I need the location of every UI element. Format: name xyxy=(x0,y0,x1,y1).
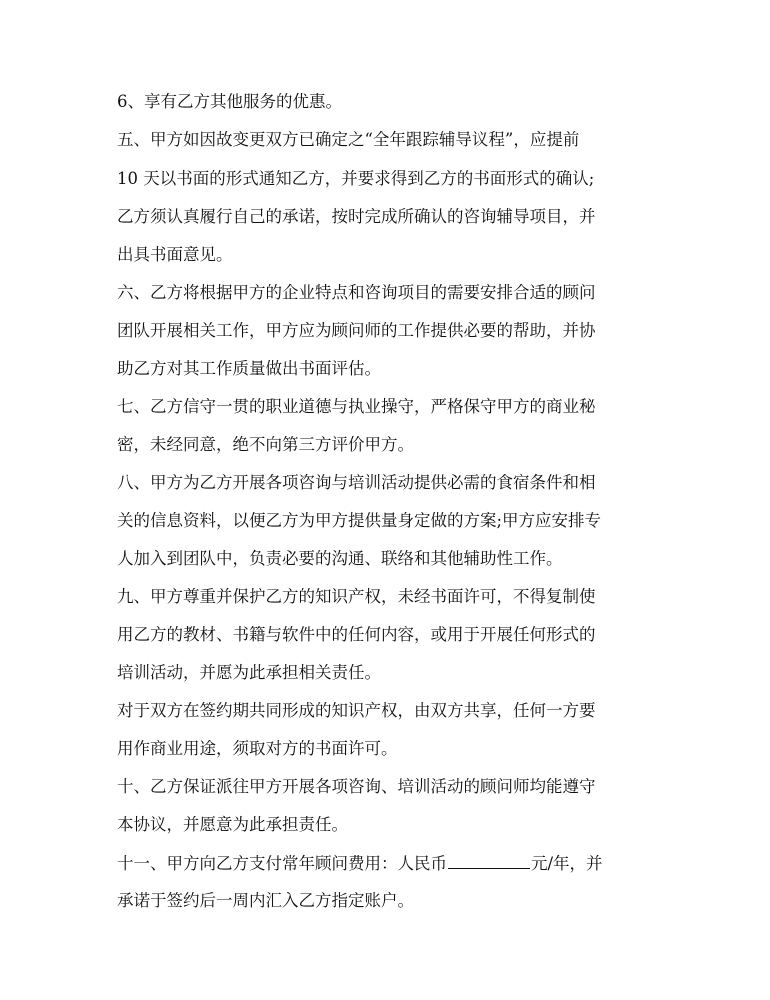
clause-10-line-2: 本协议，并愿意为此承担责任。 xyxy=(117,815,348,834)
clause-9-line-1: 九、甲方尊重并保护乙方的知识产权，未经书面许可，不得复制使 xyxy=(117,587,596,606)
clause-6-service-discount: 6、享有乙方其他服务的优惠。 xyxy=(117,92,342,111)
clause-11-line-2: 承诺于签约后一周内汇入乙方指定账户。 xyxy=(117,891,414,910)
fee-text-after: 元/年，并 xyxy=(531,854,603,873)
clause-6-line-1: 六、乙方将根据甲方的企业特点和咨询项目的需要安排合适的顾问 xyxy=(117,283,596,302)
clause-9-line-3: 培训活动，并愿为此承担相关责任。 xyxy=(117,663,381,682)
fee-text-before: 十一、甲方向乙方支付常年顾问费用：人民币 xyxy=(117,854,447,873)
clause-11-fee-line xyxy=(117,853,603,874)
clause-7-line-2: 密，未经同意，绝不向第三方评价甲方。 xyxy=(117,435,414,454)
clause-6-line-2: 团队开展相关工作，甲方应为顾问师的工作提供必要的帮助，并协 xyxy=(117,321,596,340)
clause-6-line-3: 助乙方对其工作质量做出书面评估。 xyxy=(117,359,381,378)
clause-5-line-4: 出具书面意见。 xyxy=(117,245,233,264)
clause-7-line-1: 七、乙方信守一贯的职业道德与执业操守，严格保守甲方的商业秘 xyxy=(117,397,596,416)
ip-sharing-line-2: 用作商业用途，须取对方的书面许可。 xyxy=(117,739,398,758)
fee-amount-blank xyxy=(448,853,530,869)
clause-9-line-2: 用乙方的教材、书籍与软件中的任何内容，或用于开展任何形式的 xyxy=(117,625,596,644)
clause-5-line-3: 乙方须认真履行自己的承诺，按时完成所确认的咨询辅导项目，并 xyxy=(117,207,596,226)
clause-8-line-2: 关的信息资料，以便乙方为甲方提供量身定做的方案;甲方应安排专 xyxy=(117,511,602,530)
clause-8-line-1: 八、甲方为乙方开展各项咨询与培训活动提供必需的食宿条件和相 xyxy=(117,473,596,492)
clause-10-line-1: 十、乙方保证派往甲方开展各项咨询、培训活动的顾问师均能遵守 xyxy=(117,777,596,796)
ip-sharing-line-1: 对于双方在签约期共同形成的知识产权，由双方共享，任何一方要 xyxy=(117,701,596,720)
clause-5-line-2: 10 天以书面的形式通知乙方，并要求得到乙方的书面形式的确认; xyxy=(117,169,595,188)
clause-8-line-3: 人加入到团队中，负责必要的沟通、联络和其他辅助性工作。 xyxy=(117,549,563,568)
clause-5-line-1: 五、甲方如因故变更双方已确定之“全年跟踪辅导议程”，应提前 xyxy=(117,130,580,149)
